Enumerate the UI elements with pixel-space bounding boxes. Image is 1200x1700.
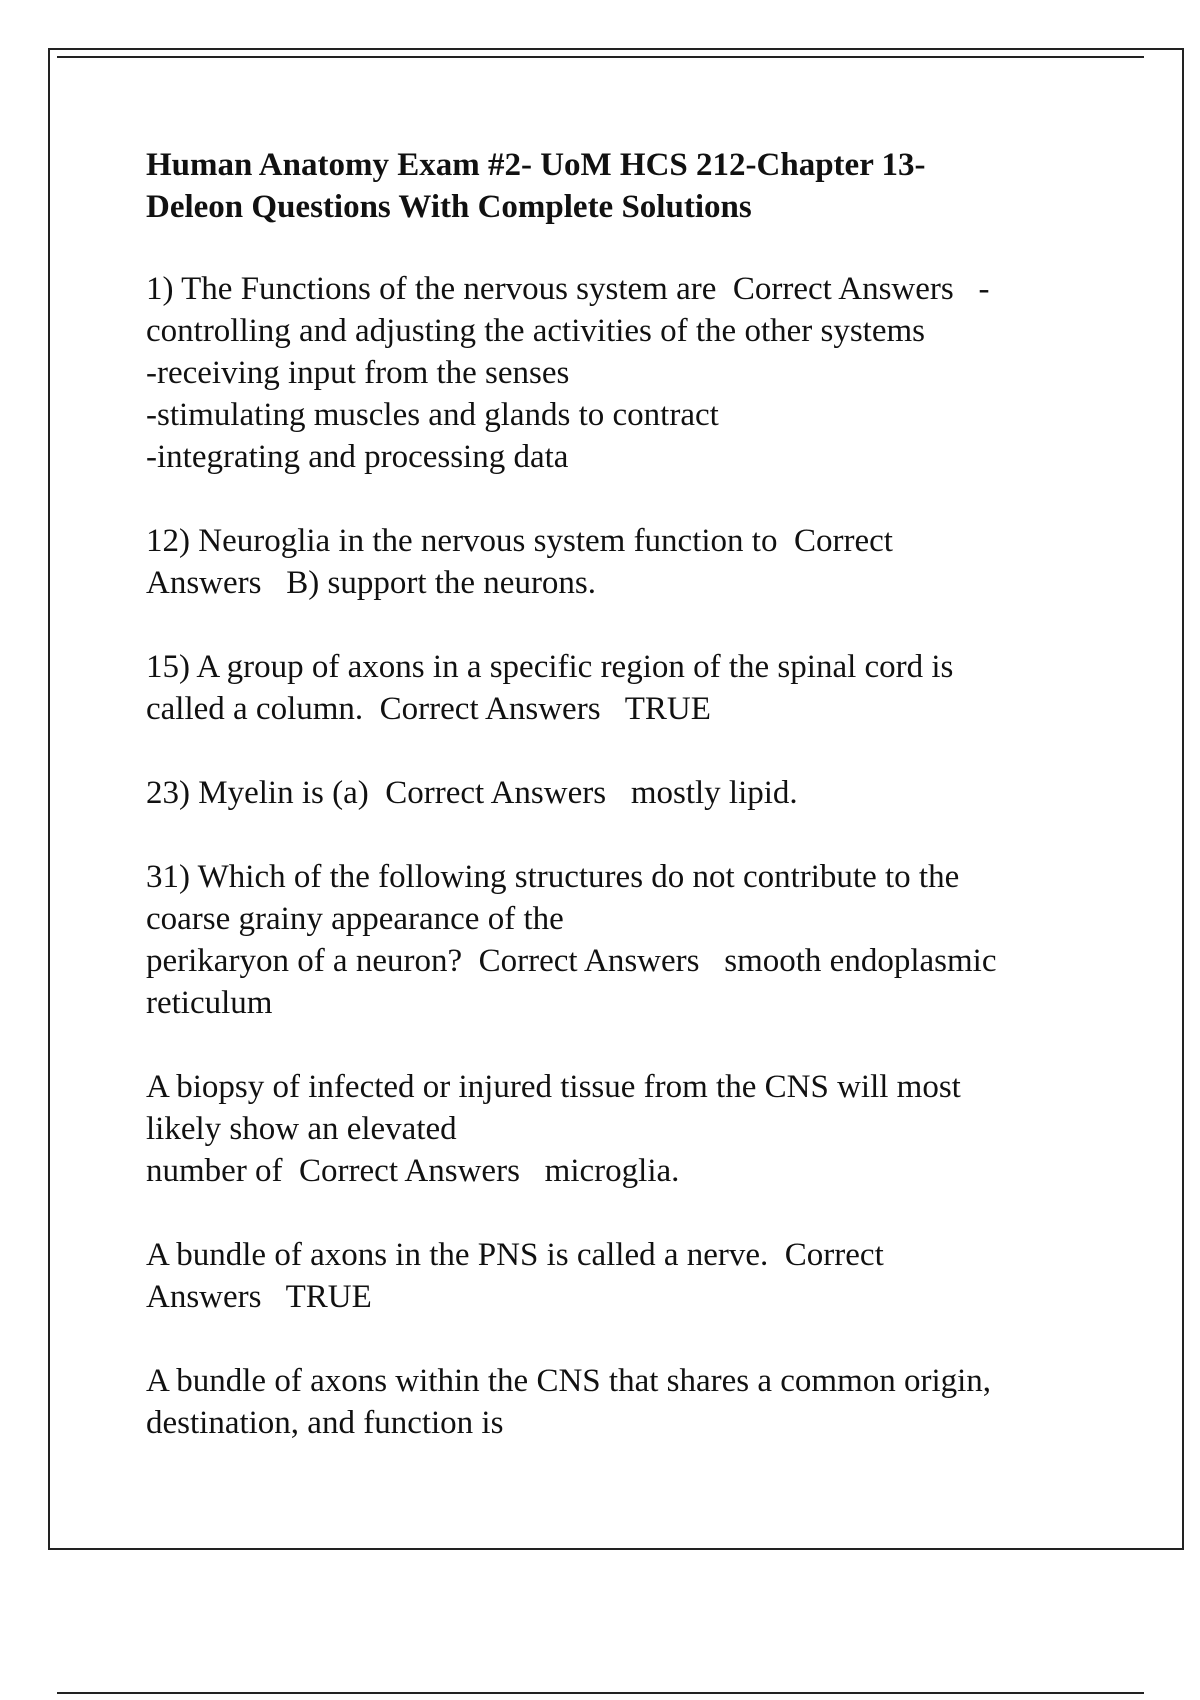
question-text: 31) Which of the following structures do not contribute to the coarse grainy appearance of the perikaryon of a neuron?	[146, 859, 960, 979]
answer-label: Correct Answers	[146, 523, 893, 601]
question-text: 12) Neuroglia in the nervous system function to	[146, 523, 778, 559]
question-text: 15) A group of axons in a specific region of the spinal cord is called a column.	[146, 649, 954, 727]
answer-text: mostly lipid.	[630, 775, 798, 811]
qa-entry	[146, 1234, 1106, 1318]
answer-label: Correct Answers	[146, 1237, 884, 1315]
answer-text: TRUE	[285, 1279, 372, 1315]
document-body	[146, 144, 1106, 1486]
qa-entry	[146, 268, 1106, 478]
qa-entry	[146, 856, 1106, 1024]
top-rule	[57, 56, 1144, 58]
qa-entry	[146, 646, 1106, 730]
bottom-rule	[57, 1692, 1144, 1694]
answer-text: smooth endoplasmic reticulum	[146, 943, 997, 1021]
answer-label: Correct Answers	[385, 775, 607, 811]
answer-label: Correct Answers	[299, 1153, 520, 1189]
question-text: A biopsy of infected or injured tissue from the CNS will most likely show an elevated number of	[146, 1069, 961, 1189]
answer-text: B) support the neurons.	[286, 565, 597, 601]
answer-text: - controlling and adjusting the activities of the other systems -receiving input from the senses -stimulating muscles and glands to contract -integrating and processing data	[146, 271, 990, 475]
question-text: A bundle of axons in the PNS is called a nerve.	[146, 1237, 769, 1273]
answer-label: Correct Answers	[732, 271, 954, 307]
qa-entry	[146, 772, 1106, 814]
question-text: 23) Myelin is (a)	[146, 775, 369, 811]
qa-entry	[146, 1360, 1106, 1444]
answer-text: microglia.	[544, 1153, 680, 1189]
document-title: Human Anatomy Exam #2- UoM HCS 212-Chapter 13- Deleon Questions With Complete Solutions	[146, 147, 926, 225]
answer-label: Correct Answers	[478, 943, 700, 979]
qa-entry	[146, 1066, 1106, 1192]
answer-text: TRUE	[624, 691, 711, 727]
question-text: 1) The Functions of the nervous system are	[146, 271, 717, 307]
question-text: A bundle of axons within the CNS that shares a common origin, destination, and function is	[146, 1363, 992, 1441]
answer-label: Correct Answers	[379, 691, 601, 727]
qa-entry	[146, 520, 1106, 604]
